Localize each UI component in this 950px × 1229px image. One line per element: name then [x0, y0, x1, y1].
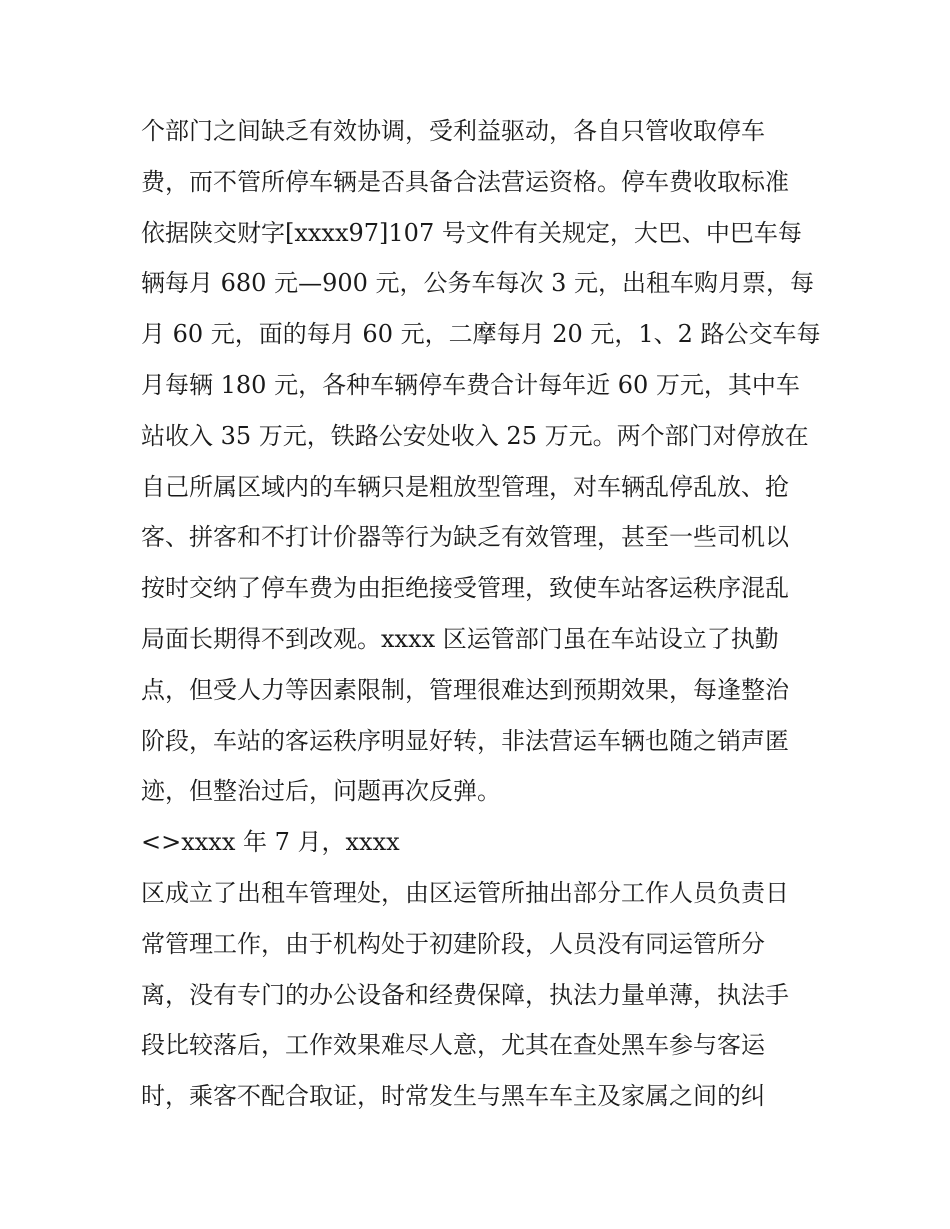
- text-line: <>xxxx 年 7 月，xxxx: [141, 828, 400, 857]
- text-line: 离，没有专门的办公设备和经费保障，执法力量单薄，执法手: [141, 980, 789, 1009]
- text-line: 依据陕交财字[xxxx97]107 号文件有关规定，大巴、中巴车每: [141, 218, 802, 247]
- text-line: 局面长期得不到改观。xxxx 区运管部门虽在车站设立了执勤: [141, 624, 779, 653]
- text-line: 点，但受人力等因素限制，管理很难达到预期效果，每逢整治: [141, 675, 789, 704]
- text-line: 辆每月 680 元—900 元，公务车每次 3 元，出租车购月票，每: [141, 269, 815, 298]
- text-line: 阶段，车站的客运秩序明显好转，非法营运车辆也随之销声匿: [141, 726, 789, 755]
- text-line: 区成立了出租车管理处，由区运管所抽出部分工作人员负责日: [141, 878, 789, 907]
- text-line: 按时交纳了停车费为由拒绝接受管理，致使车站客运秩序混乱: [141, 574, 789, 603]
- body-text: [141, 106, 821, 1122]
- text-line: 时，乘客不配合取证，时常发生与黑车车主及家属之间的纠: [141, 1082, 765, 1111]
- text-line: 迹，但整治过后，问题再次反弹。: [141, 777, 501, 806]
- text-line: 段比较落后，工作效果难尽人意，尤其在查处黑车参与客运: [141, 1031, 765, 1060]
- text-line: 个部门之间缺乏有效协调，受利益驱动，各自只管收取停车: [141, 117, 765, 145]
- text-line: 月每辆 180 元，各种车辆停车费合计每年近 60 万元，其中车: [141, 370, 800, 399]
- text-line: 客、拼客和不打计价器等行为缺乏有效管理，甚至一些司机以: [141, 523, 789, 552]
- text-line: 站收入 35 万元，铁路公安处收入 25 万元。两个部门对停放在: [141, 421, 809, 450]
- text-line: 费，而不管所停车辆是否具备合法营运资格。停车费收取标准: [141, 167, 789, 196]
- text-line: 常管理工作，由于机构处于初建阶段，人员没有同运管所分: [141, 929, 765, 958]
- text-line: 月 60 元，面的每月 60 元，二摩每月 20 元，1、2 路公交车每: [141, 320, 821, 349]
- text-line: 自己所属区域内的车辆只是粗放型管理，对车辆乱停乱放、抢: [141, 472, 789, 501]
